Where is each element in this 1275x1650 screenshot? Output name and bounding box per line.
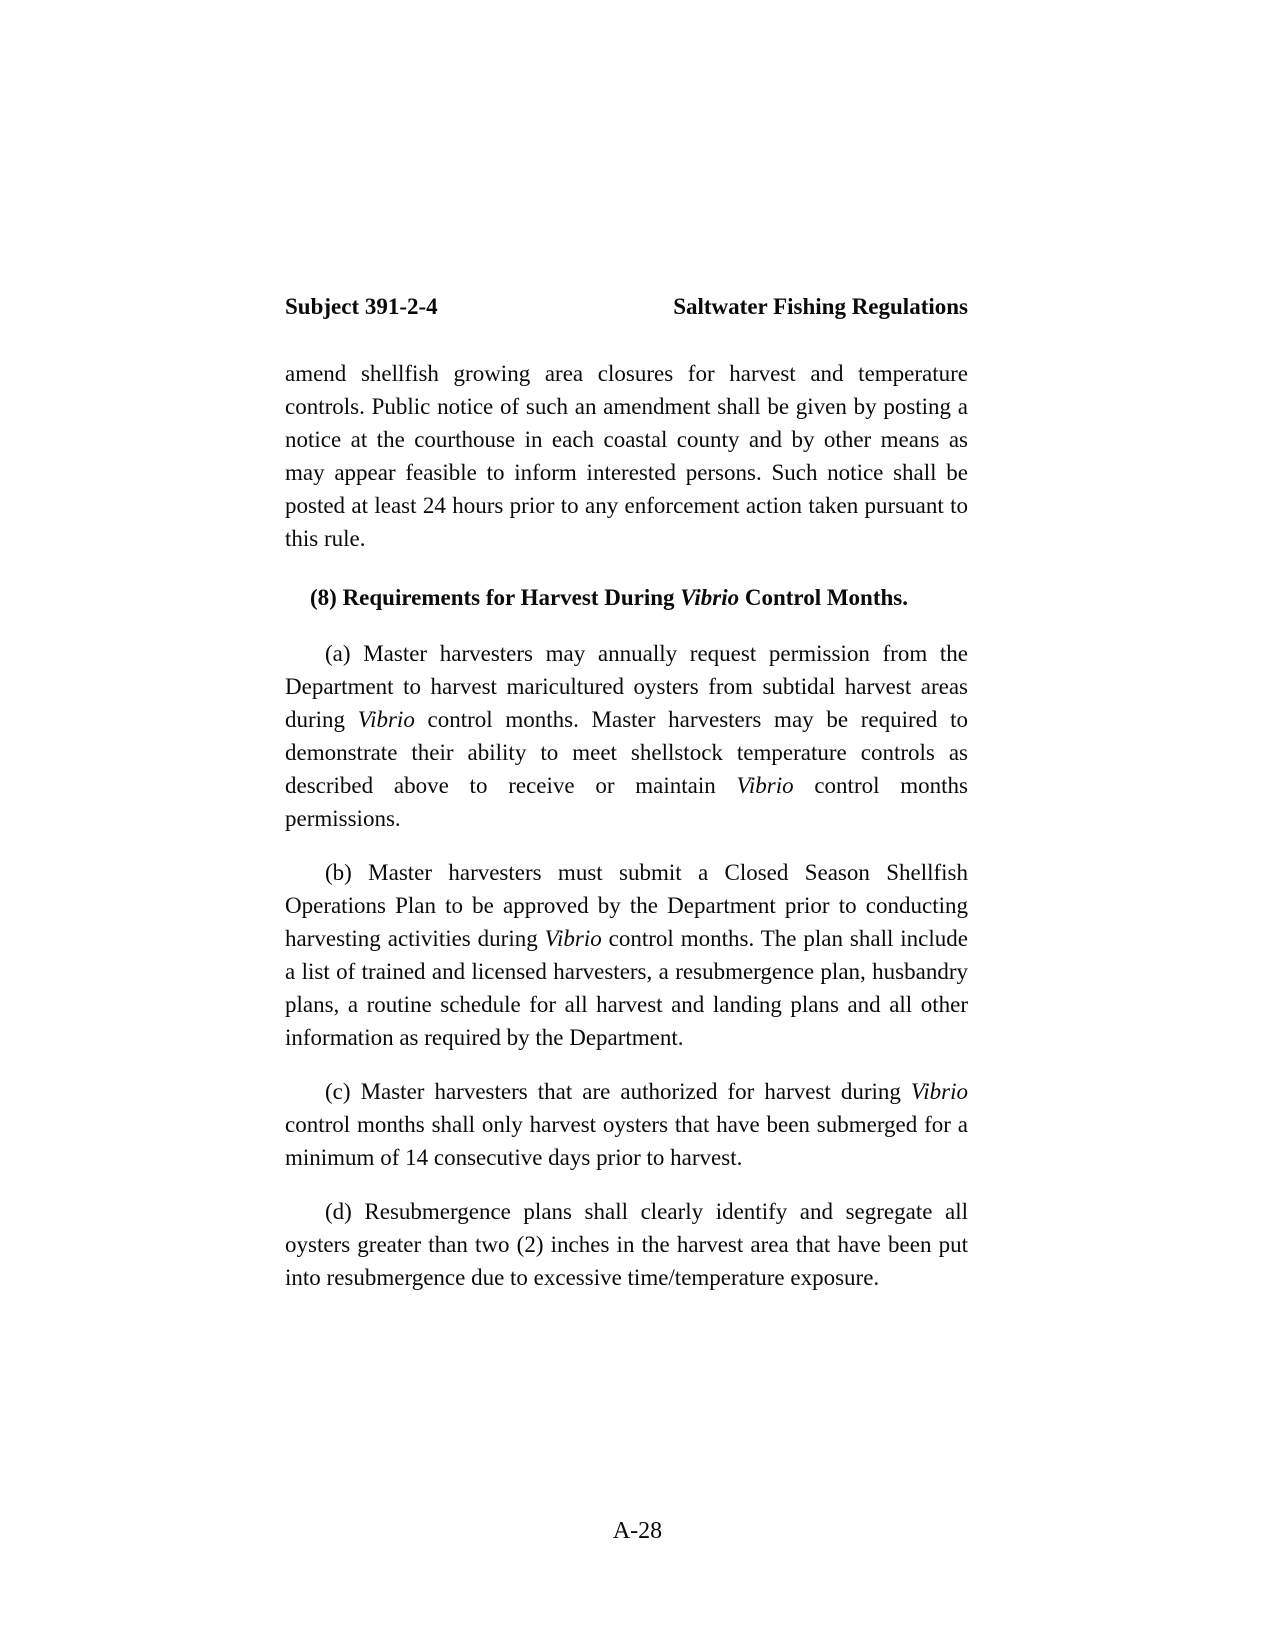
page-header	[285, 293, 968, 321]
page-footer	[0, 1516, 1275, 1546]
paragraph-b: (b) Master harvesters must submit a Closed Season Shellfish Operations Plan to be approved by the Department prior to conducting harvesting activities during Vibrio control months. The plan shall include a list of trained and licensed harvesters, a resubmergence plan, husbandry plans, a routine schedule for all harvest and landing plans and all other information as required by the Department.	[285, 860, 968, 1050]
document-body	[285, 357, 968, 1294]
text-column	[285, 293, 968, 1315]
header-subject-label: Subject 391-2-4	[285, 294, 438, 319]
section-heading-8: (8) Requirements for Harvest During Vibrio Control Months.	[310, 585, 909, 610]
paragraph-c: (c) Master harvesters that are authorized for harvest during Vibrio control months shall only harvest oysters that have been submerged for a minimum of 14 consecutive days prior to harvest.	[285, 1079, 968, 1170]
page-number: A-28	[612, 1518, 663, 1544]
paragraph-intro: amend shellfish growing area closures for harvest and temperature controls. Public notice of such an amendment shall be given by posting a notice at the courthouse in each coastal county and by other means as may appear feasible to inform interested persons. Such notice shall be posted at least 24 hours prior to any enforcement action taken pursuant to this rule.	[285, 361, 968, 551]
header-document-title: Saltwater Fishing Regulations	[673, 294, 968, 319]
paragraph-a: (a) Master harvesters may annually request permission from the Department to harvest maricultured oysters from subtidal harvest areas during Vibrio control months. Master harvesters may be required to demonstrate their ability to meet shellstock temperature controls as described above to receive or maintain Vibrio control months permissions.	[285, 641, 968, 831]
paragraph-d: (d) Resubmergence plans shall clearly identify and segregate all oysters greater than two (2) inches in the harvest area that have been put into resubmergence due to excessive time/temperature exposure.	[285, 1199, 968, 1290]
